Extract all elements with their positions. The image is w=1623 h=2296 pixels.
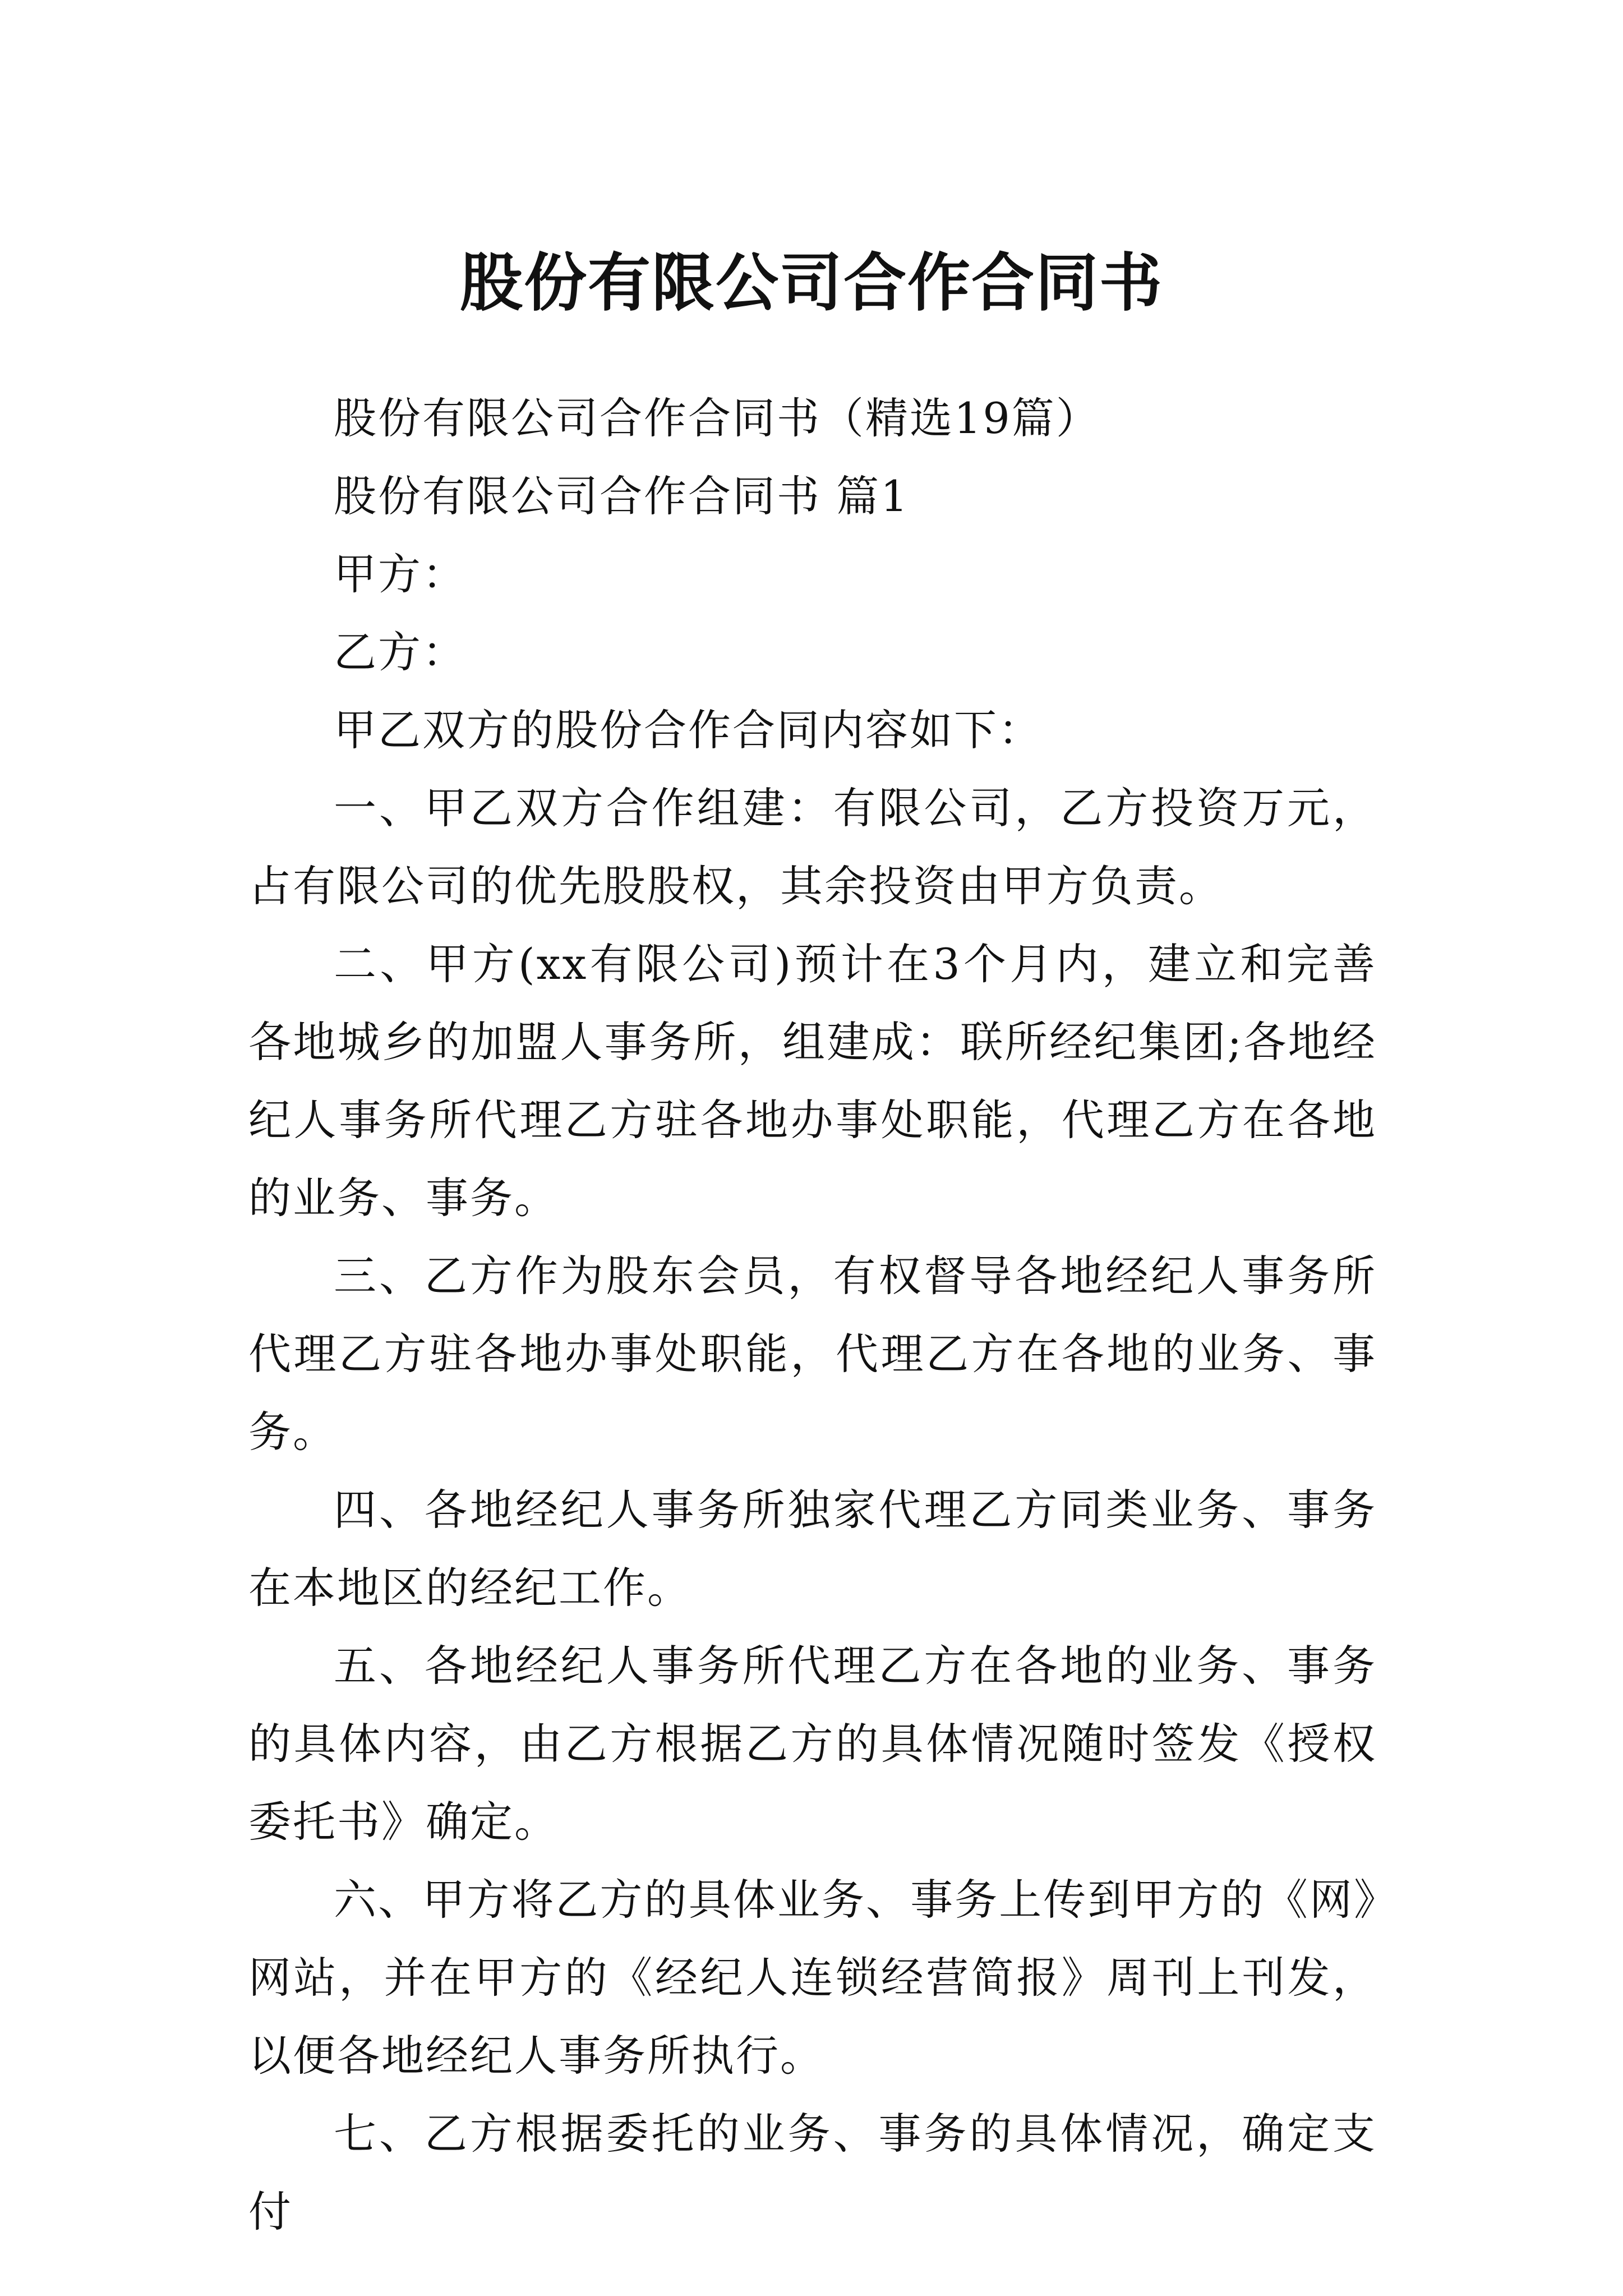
paragraph-clause-3: 三、乙方作为股东会员，有权督导各地经纪人事务所代理乙方驻各地办事处职能，代理乙方在各地的业务、事务。	[248, 1251, 1377, 1457]
document-title: 股份有限公司合作合同书	[460, 246, 1163, 320]
paragraph-clause-4: 四、各地经纪人事务所独家代理乙方同类业务、事务在本地区的经纪工作。	[248, 1485, 1377, 1613]
paragraph-clause-6: 六、甲方将乙方的具体业务、事务上传到甲方的《网》网站，并在甲方的《经纪人连锁经营简报》周刊上刊发，以便各地经纪人事务所执行。	[248, 1875, 1377, 2081]
paragraph-clause-2: 二、甲方(xx有限公司)预计在3个月内，建立和完善各地城乡的加盟人事务所，组建成：联所经纪集团;各地经纪人事务所代理乙方驻各地办事处职能，代理乙方在各地的业务、事务。	[248, 939, 1377, 1223]
paragraph-subtitle: 股份有限公司合作合同书（精选19篇）	[334, 393, 1100, 443]
paragraph-clause-5: 五、各地经纪人事务所代理乙方在各地的业务、事务的具体内容，由乙方根据乙方的具体情况随时签发《授权委托书》确定。	[248, 1641, 1377, 1847]
paragraph-intro: 甲乙双方的股份合作合同内容如下：	[334, 705, 1043, 755]
paragraph-clause-7: 七、乙方根据委托的业务、事务的具体情况，确定支付	[248, 2109, 1377, 2237]
document-body	[248, 379, 1377, 2251]
paragraph-party-a: 甲方：	[334, 549, 467, 599]
paragraph-party-b: 乙方：	[334, 627, 467, 677]
paragraph-section-heading: 股份有限公司合作合同书 篇1	[334, 471, 910, 521]
paragraph-clause-1: 一、甲乙双方合作组建：有限公司，乙方投资万元，占有限公司的优先股股权，其余投资由甲方负责。	[248, 783, 1377, 911]
